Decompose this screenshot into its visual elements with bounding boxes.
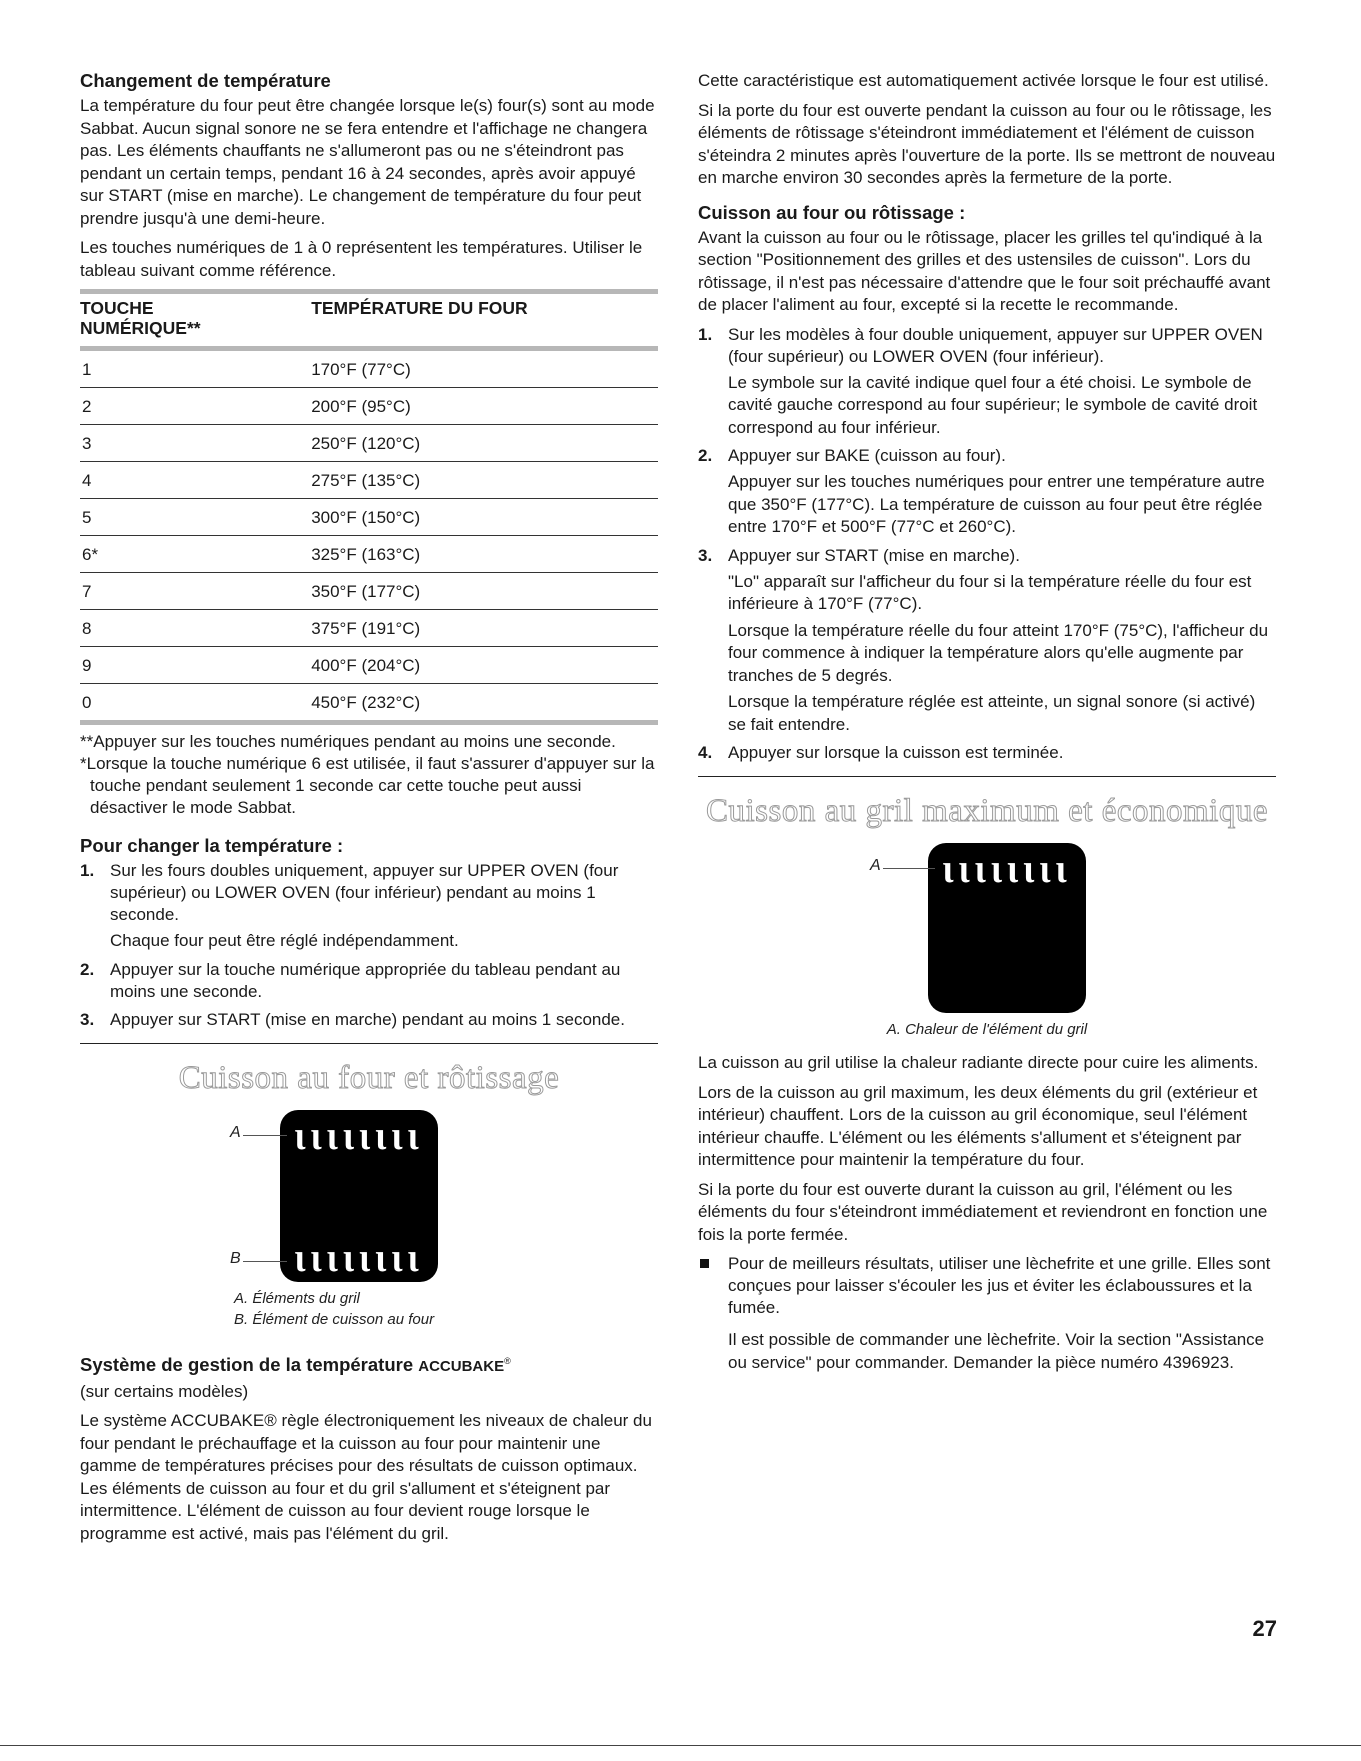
column-header-key: TOUCHE NUMÉRIQUE** [80, 292, 311, 349]
section-heading-accubake: Système de gestion de la température ACCUBAKE® [80, 1353, 511, 1375]
figure-label-a: A [230, 1123, 241, 1141]
section-heading-temperature-change: Changement de température [80, 70, 331, 91]
table-row: 7 350°F (177°C) [80, 573, 658, 610]
oven-figure-broil [698, 843, 1276, 1019]
paragraph: Le système ACCUBAKE® règle électroniquement les niveaux de chaleur du four pendant le préchauffage et la cuisson au four pour maintenir une gamme de températures précises pour des résultats de cuisson optimaux. Les éléments de cuisson au four et du gril s'allument et s'éteignent par intermittence. L'élément de cuisson au four devient rouge lorsque le programme est activé, mais pas l'élément du gril. [80, 1411, 652, 1543]
paragraph: Si la porte du four est ouverte pendant la cuisson au four ou le rôtissage, les éléments de rôtissage s'éteindront immédiatement et l'élément de cuisson s'éteindra 2 minutes après l'ouverture de la porte. Ils se mettront de nouveau en marche environ 30 secondes après la fermeture de la porte. [698, 100, 1276, 187]
bullet-list [698, 1253, 1276, 1374]
divider [80, 1043, 658, 1044]
page-number: 27 [1252, 1616, 1277, 1641]
figure-caption: A. Chaleur de l'élément du gril [886, 1021, 1088, 1038]
table-footnote: **Appuyer sur les touches numériques pendant au moins une seconde. [80, 732, 616, 751]
broil-element-coil: ιιιιιιιι [294, 1111, 424, 1158]
paragraph: Lors de la cuisson au gril maximum, les deux éléments du gril (extérieur et intérieur) chauffent. Lors de la cuisson au gril économique, seul l'élément intérieur chauffe. L'élément ou les éléments s'allument et s'éteignent par intermittence pour maintenir la température du four. [698, 1082, 1258, 1169]
list-item: Pour de meilleurs résultats, utiliser une lèchefrite et une grille. Elles sont conçues pour laisser s'écouler les jus et éviter les éclaboussures et la fumée. Il est possible de commander une lèchefrite. Voir la section "Assistance ou service" pour commander. Demander la pièce numéro 4396923. [698, 1253, 1276, 1374]
table-row: 2 200°F (95°C) [80, 388, 658, 425]
steps-list [80, 860, 658, 1031]
table-row: 9 400°F (204°C) [80, 647, 658, 684]
paragraph: (sur certains modèles) [80, 1381, 249, 1401]
list-item: 4. Appuyer sur lorsque la cuisson est terminée. [698, 743, 1064, 762]
section-heading-bake-roast: Cuisson au four ou rôtissage : [698, 201, 966, 223]
section-banner-bake-roast: Cuisson au four et rôtissage [178, 1059, 560, 1096]
table-footnote: *Lorsque la touche numérique 6 est utilisée, il faut s'assurer d'appuyer sur la touche pendant seulement 1 seconde car cette touche peut aussi désactiver le mode Sabbat. [80, 754, 655, 817]
temperature-table [80, 289, 658, 725]
list-item: 3. Appuyer sur START (mise en marche). "Lo" apparaît sur l'afficheur du four si la température réelle du four est inférieure à 170°F (77°C). Lorsque la température réelle du four atteint 170°F (75°C), l'afficheur du four commence à indiquer la température alors qu'elle augmente par tranches de 5 degrés. Lorsque la température réglée est atteinte, un signal sonore (si activé) se fait entendre. [698, 545, 1269, 734]
list-item: 1. Sur les modèles à four double uniquement, appuyer sur UPPER OVEN (four supérieur) ou LOWER OVEN (four inférieur). Le symbole sur la cavité indique quel four a été choisi. Le symbole de cavité gauche correspond au four supérieur; le symbole de cavité droit correspond au four inférieur. [698, 324, 1263, 437]
paragraph: Cette caractéristique est automatiquement activée lorsque le four est utilisé. [698, 71, 1269, 90]
list-item: 2. Appuyer sur BAKE (cuisson au four). Appuyer sur les touches numériques pour entrer une température autre que 350°F (177°C). La température de cuisson au four peut être réglée entre 170°F et 500°F (77°C et 260°C). [698, 446, 1265, 536]
table-row: 1 170°F (77°C) [80, 349, 658, 388]
list-item: 2. Appuyer sur la touche numérique appropriée du tableau pendant au moins une seconde. [80, 959, 621, 1001]
table-row: 6* 325°F (163°C) [80, 536, 658, 573]
table-row: 5 300°F (150°C) [80, 499, 658, 536]
section-banner-broil: Cuisson au gril maximum et économique [705, 793, 1268, 829]
table-row: 4 275°F (135°C) [80, 462, 658, 499]
paragraph: La température du four peut être changée lorsque le(s) four(s) sont au mode Sabbat. Aucun signal sonore ne se fera entendre et l'affichage ne changera pas. Les éléments chauffants ne s'allumeront pas ou ne s'éteindront pas pendant un certain temps, pendant 16 à 24 secondes, après avoir appuyé sur START (mise en marche). Le changement de température du four peut prendre jusqu'à une demi-heure. [80, 96, 655, 228]
column-header-temperature: TEMPÉRATURE DU FOUR [311, 292, 658, 349]
divider [698, 776, 1276, 777]
leader-line [243, 1261, 287, 1262]
oven-cavity-illustration [280, 1110, 438, 1282]
bullet-square-icon [700, 1259, 709, 1268]
oven-cavity-illustration [928, 843, 1086, 1013]
list-item: 3. Appuyer sur START (mise en marche) pendant au moins 1 seconde. [80, 1009, 625, 1029]
figure-label-a: A [870, 857, 881, 874]
paragraph: Si la porte du four est ouverte durant la cuisson au gril, l'élément ou les éléments du four s'éteindront immédiatement et reviendront en fonction une fois la porte fermée. [698, 1179, 1268, 1244]
bake-element-coil: ιιιιιιιι [294, 1233, 424, 1280]
right-column [698, 70, 1276, 1381]
paragraph: Les touches numériques de 1 à 0 représentent les températures. Utiliser le tableau suivant comme référence. [80, 238, 643, 280]
oven-figure-bake [80, 1110, 658, 1288]
steps-list [698, 324, 1276, 765]
paragraph: La cuisson au gril utilise la chaleur radiante directe pour cuire les aliments. [698, 1053, 1259, 1072]
section-heading-change-temperature: Pour changer la température : [80, 835, 344, 856]
bottom-rule [0, 1745, 1361, 1746]
figure-label-b: B [230, 1249, 241, 1267]
table-row: 0 450°F (232°C) [80, 684, 658, 723]
table-header-row [80, 292, 658, 349]
leader-line [883, 868, 935, 869]
left-column [80, 70, 658, 1552]
figure-caption: A. Éléments du gril B. Élément de cuisson au four [234, 1289, 435, 1328]
table-row: 3 250°F (120°C) [80, 425, 658, 462]
paragraph: Avant la cuisson au four ou le rôtissage, placer les grilles tel qu'indiqué à la section "Positionnement des grilles et des ustensiles de cuisson". Lors du rôtissage, il n'est pas nécessaire d'attendre que le four soit préchauffé avant de placer l'aliment au four, excepté si la recette le recommande. [698, 227, 1271, 314]
broil-element-coil: ιιιιιιιι [942, 845, 1072, 891]
leader-line [243, 1135, 287, 1136]
table-row: 8 375°F (191°C) [80, 610, 658, 647]
list-item: 1. Sur les fours doubles uniquement, appuyer sur UPPER OVEN (four supérieur) ou LOWER OVEN (four inférieur) pendant au moins 1 seconde. Chaque four peut être réglé indépendamment. [80, 861, 619, 950]
